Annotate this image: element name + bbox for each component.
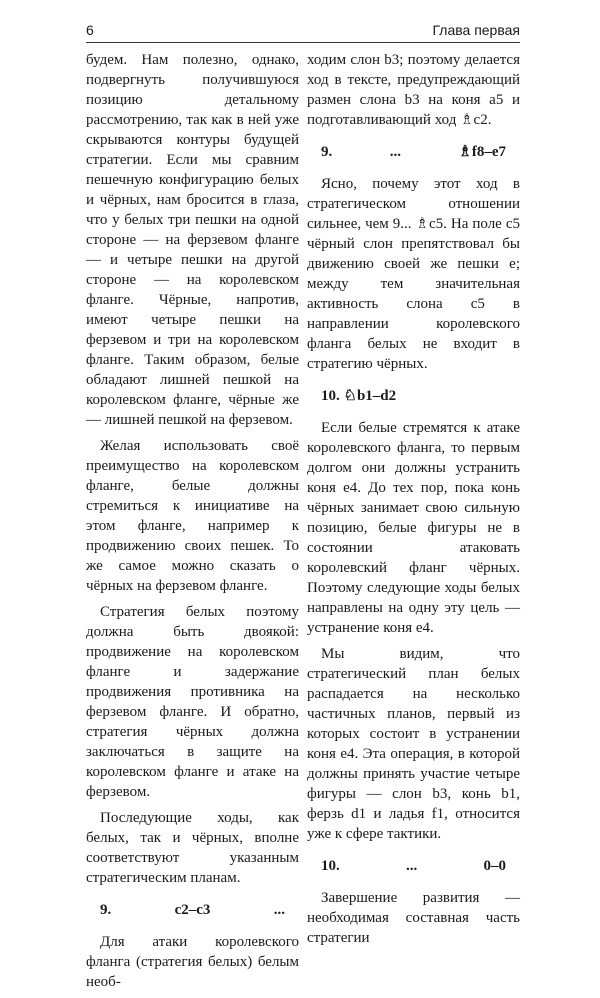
move-part: 0–0 <box>483 858 506 874</box>
paragraph: Если белые стремятся к атаке королевского фланга, то первым долгом они должны устранить коня e4. До тех пор, пока конь чёрных занимает свою сильную позицию, белые фигуры не в состоянии атаковать королевский фланг чёрных. Поэтому следующие ходы белых направлены на одну эту цель — устранение коня e4. <box>307 420 520 636</box>
paragraph: Завершение развития — необходимая составная часть стратегии <box>307 890 520 946</box>
move-part: c2–c3 <box>174 902 211 918</box>
page-number: 6 <box>86 22 94 38</box>
chess-move <box>307 142 520 162</box>
chess-move <box>307 856 520 876</box>
running-header <box>86 20 520 43</box>
paragraph: Стратегия белых поэтому должна быть двоякой: продвижение на королевском фланге и задержание продвижения противника на ферзевом фланге. И обратно, стратегия чёрных должна заключаться в защите на королевском фланге и атаке на ферзевом. <box>86 604 299 800</box>
paragraph: Ясно, почему этот ход в стратегическом отношении сильнее, чем 9... ♗c5. На поле c5 чёрный слон препятствовал бы движению своей же пешки e; между тем значительная активность слона c5 в направлении королевского фланга белых не входит в стратегию чёрных. <box>307 176 520 372</box>
move-part: ... <box>273 902 285 918</box>
paragraph: Мы видим, что стратегический план белых распадается на несколько частичных планов, первый из которых состоит в устранении коня e4. Эта операция, в которой должны принять участие четыре фигуры — слон b3, конь b1, ферзь d1 и ладья f1, относится уже к сфере тактики. <box>307 646 520 842</box>
paragraph: Для атаки королевского фланга (стратегия белых) белым необ- <box>86 934 299 990</box>
move-part: 10. <box>321 858 340 874</box>
move-part: 9. <box>100 902 112 918</box>
move-part: 9. <box>321 144 333 160</box>
paragraph: будем. Нам полезно, однако, подвергнуть получившуюся позицию детальному рассмотрению, так как в ней уже скрываются контуры будущей стратегии. Если мы сравним пешечную конфигурацию белых и чёрных, нам бросится в глаза, что у белых три пешки на одной стороне — на ферзевом фланге — и четыре пешки на другой стороне — на королевском фланге. Чёрные, напротив, имеют четыре пешки на ферзевом и три на королевском фланге. Таким образом, белые обладают лишней пешкой на королевском фланге, чёрные же — лишней пешкой на ферзевом. <box>86 52 299 428</box>
paragraph: ходим слон b3; поэтому делается ход в тексте, предупреждающий размен слона b3 на коня a5 и подготавливающий ход ♗c2. <box>307 52 520 128</box>
move-part: ... <box>406 858 418 874</box>
left-column <box>86 50 299 998</box>
move-part: ... <box>389 144 401 160</box>
move-part: ♗f8–e7 <box>458 144 506 160</box>
move-part: 10. ♘b1–d2 <box>321 388 397 404</box>
chapter-title: Глава первая <box>432 22 520 38</box>
chess-move <box>307 386 520 406</box>
chess-move <box>86 900 299 920</box>
paragraph: Желая использовать своё преимущество на королевском фланге, белые должны стремиться к инициативе на этом фланге, например к продвижению своих пешек. То же самое можно сказать о чёрных на ферзевом фланге. <box>86 438 299 594</box>
paragraph: Последующие ходы, как белых, так и чёрных, вполне соответствуют указанным стратегическим планам. <box>86 810 299 886</box>
right-column <box>307 50 520 954</box>
